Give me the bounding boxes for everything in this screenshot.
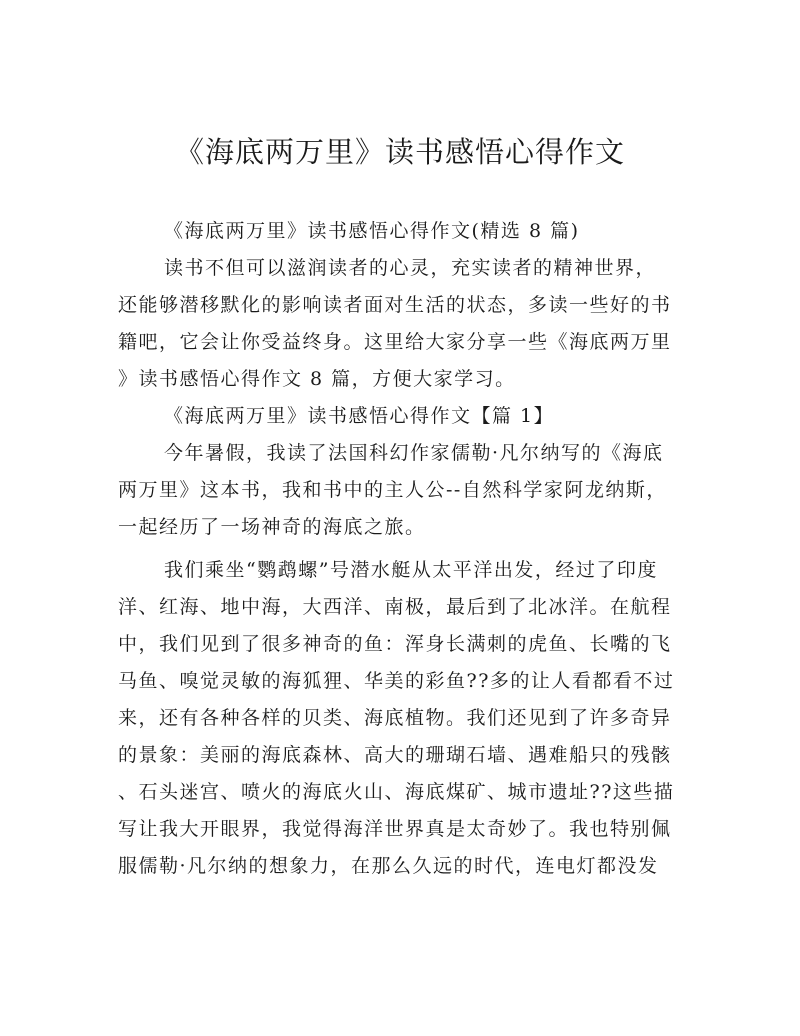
document-body xyxy=(118,213,688,885)
paragraph-line: 洋、红海、地中海，大西洋、南极，最后到了北冰洋。在航程 xyxy=(118,596,672,618)
paragraph-line: 籍吧，它会让你受益终身。这里给大家分享一些《海底两万里 xyxy=(118,331,672,353)
paragraph-line: 来，还有各种各样的贝类、海底植物。我们还见到了许多奇异 xyxy=(118,707,672,729)
paragraph-line: 的景象：美丽的海底森林、高大的珊瑚石墙、遇难船只的残骸 xyxy=(118,744,672,766)
paragraph-line: 服儒勒·凡尔纳的想象力，在那么久远的时代，连电灯都没发 xyxy=(118,855,659,877)
section-heading: 《海底两万里》读书感悟心得作文【篇 1】 xyxy=(164,405,555,427)
paragraph-line: 两万里》这本书，我和书中的主人公--自然科学家阿龙纳斯， xyxy=(118,479,667,501)
subtitle-line: 《海底两万里》读书感悟心得作文(精选 8 篇) xyxy=(164,220,580,242)
paragraph-line: 》读书感悟心得作文 8 篇，方便大家学习。 xyxy=(118,368,516,390)
document-title: 《海底两万里》读书感悟心得作文 xyxy=(174,135,625,169)
paragraph-line: 今年暑假，我读了法国科幻作家儒勒·凡尔纳写的《海底 xyxy=(164,442,664,464)
paragraph-line: 中，我们见到了很多神奇的鱼：浑身长满刺的虎鱼、长嘴的飞 xyxy=(118,633,672,655)
paragraph-line: 还能够潜移默化的影响读者面对生活的状态，多读一些好的书 xyxy=(118,294,672,316)
paragraph-line: 读书不但可以滋润读者的心灵，充实读者的精神世界， xyxy=(164,257,657,279)
paragraph-line: 、石头迷宫、喷火的海底火山、海底煤矿、城市遗址??这些描 xyxy=(118,781,675,803)
paragraph-line: 写让我大开眼界，我觉得海洋世界真是太奇妙了。我也特别佩 xyxy=(118,818,672,840)
paragraph-line: 马鱼、嗅觉灵敏的海狐狸、华美的彩鱼??多的让人看都看不过 xyxy=(118,670,675,692)
paragraph-line: 我们乘坐“鹦鹉螺”号潜水艇从太平洋出发，经过了印度 xyxy=(164,559,658,581)
paragraph-line: 一起经历了一场神奇的海底之旅。 xyxy=(118,516,426,538)
